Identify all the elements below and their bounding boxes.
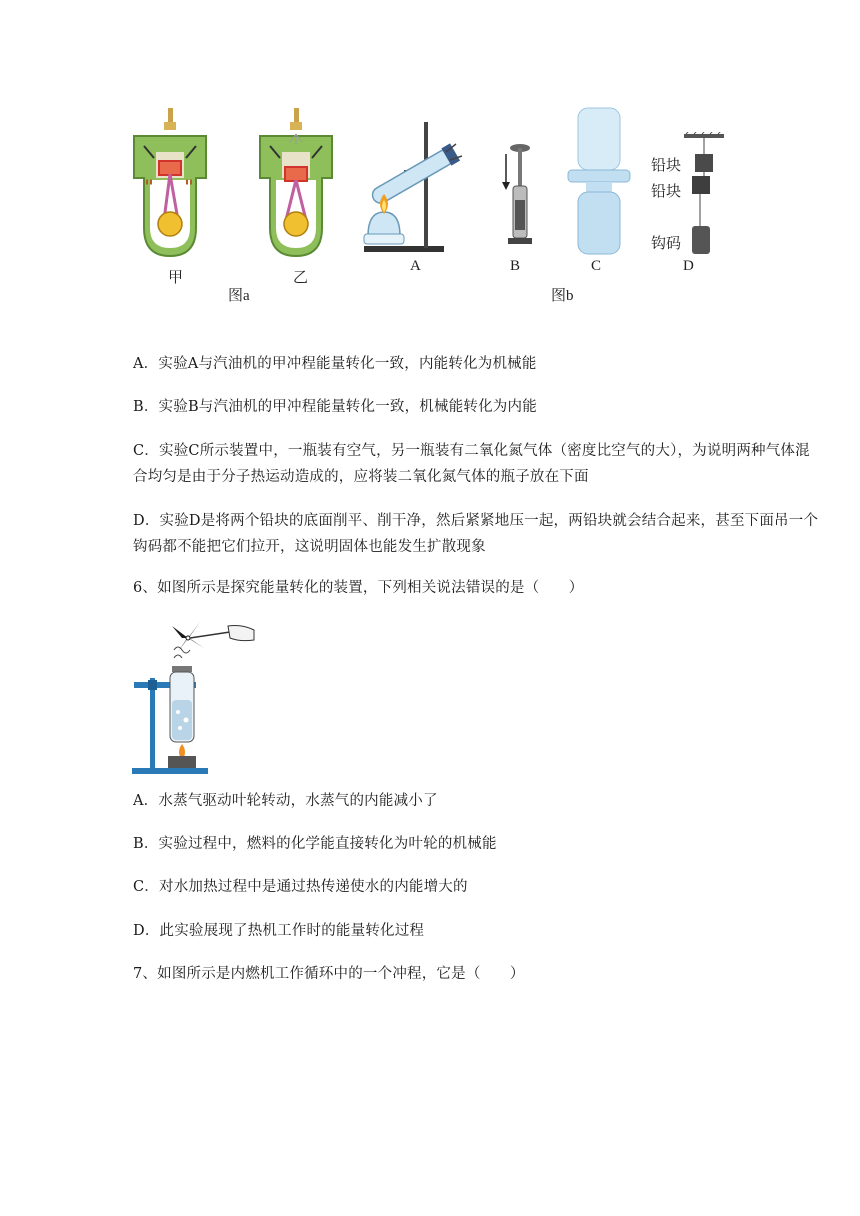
caption-figure-b: 图b bbox=[551, 288, 574, 304]
apparatus-b-air-syringe bbox=[498, 140, 538, 250]
q5-option-c: C．实验C所示装置中，一瓶装有空气，另一瓶装有二氧化氮气体（密度比空气的大），为说明两种气体混合均匀是由于分子热运动造成的，应将装二氧化氮气体的瓶子放在下面 bbox=[133, 443, 810, 485]
apparatus-label-c: C bbox=[591, 258, 602, 274]
q5-option-a: A．实验A与汽油机的甲冲程能量转化一致，内能转化为机械能 bbox=[133, 356, 537, 372]
q7-stem: 7、如图所示是内燃机工作循环中的一个冲程，它是（ ） bbox=[133, 966, 525, 982]
engine-figure-jia bbox=[130, 108, 210, 260]
caption-figure-a: 图a bbox=[228, 288, 250, 304]
apparatus-label-b: B bbox=[510, 258, 521, 274]
q5-option-b: B．实验B与汽油机的甲冲程能量转化一致，机械能转化为内能 bbox=[133, 399, 537, 415]
engine-figure-yi bbox=[256, 108, 336, 260]
q6-option-b: B．实验过程中，燃料的化学能直接转化为叶轮的机械能 bbox=[133, 836, 497, 852]
apparatus-label-a: A bbox=[410, 258, 421, 274]
apparatus-a-heating-tube bbox=[360, 118, 468, 254]
weight-label-hook-weight: 钩码 bbox=[651, 236, 682, 252]
apparatus-c-gas-bottles bbox=[564, 106, 634, 256]
q6-option-d: D．此实验展现了热机工作时的能量转化过程 bbox=[133, 923, 425, 939]
engine-label-jia: 甲 bbox=[168, 270, 184, 286]
q6-steam-turbine-figure bbox=[130, 616, 262, 774]
weight-label-lead-1: 铅块 bbox=[651, 158, 682, 174]
apparatus-label-d: D bbox=[683, 258, 694, 274]
engine-label-yi: 乙 bbox=[293, 270, 309, 286]
q6-option-a: A．水蒸气驱动叶轮转动，水蒸气的内能减小了 bbox=[133, 793, 438, 809]
q6-stem: 6、如图所示是探究能量转化的装置，下列相关说法错误的是（ ） bbox=[133, 580, 584, 596]
q6-option-c: C．对水加热过程中是通过热传递使水的内能增大的 bbox=[133, 879, 468, 895]
weight-label-lead-2: 铅块 bbox=[651, 184, 682, 200]
apparatus-d-lead-blocks bbox=[682, 132, 728, 258]
q5-option-d: D．实验D是将两个铅块的底面削平、削干净，然后紧紧地压一起，两铅块就会结合起来，甚至下面吊一个钩码都不能把它们拉开，这说明固体也能发生扩散现象 bbox=[133, 513, 819, 555]
